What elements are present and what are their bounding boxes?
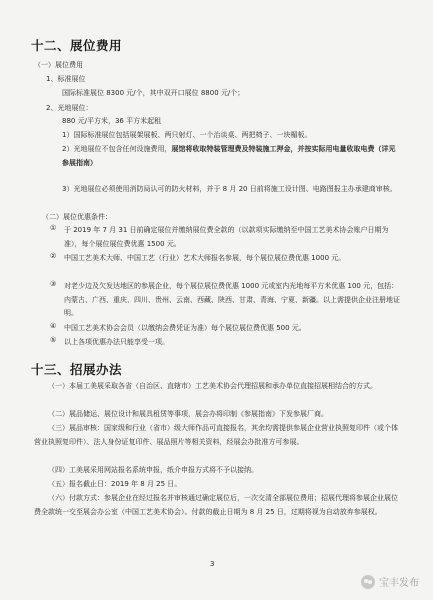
sec12-subheading-1: （一）展位费用 [34,61,83,69]
note-2 [62,143,402,170]
method-5: （五）报名截止日：2019 年 8 月 25 日。 [48,480,182,488]
discount-3: 对老少边及欠发达地区的参展企业，每个展位展位费优惠 1000 元或室内光地每平方米优惠 100 元，包括：内蒙古、广西、重庆、四川、贵州、云南、西藏、陕西、甘肃、青海、宁夏、新疆。以上需提供企业注册地证明。 [64,282,400,317]
note-2-part-b: 展馆将收取特装管理费及特装施工押金，并按实际用电量收取电费（详见参展指南） [62,145,396,167]
discount-2: 中国工艺美术大师、中国工艺（行业）艺术大师报名参展，每个展位展位费优惠 1000 元。 [64,254,346,262]
wechat-icon [361,575,375,589]
method-1: （一）本届工美展采取各省（自治区、直辖市）工艺美术协会代理招展和承办单位直接招展相结合的方式。 [48,382,377,390]
discount-1: 于 2019 年 7 月 31 日前确定展位并缴纳展位费全款的（以款项实际缴纳至中国工艺美术协会账户日期为准），每个展位展位费优惠 1500 元。 [64,226,389,248]
circled-number-1: ① [50,224,57,232]
method-6: （六）付款方式：参展企业在经过报名并审核通过确定展位后，一次交清全部展位费用；招展代理将参展企业展位费全款统一交至展会办公室（中国工艺美术协会）。付款的截止日期为 8 月 25 日，过期将视为自动放弃参展权。 [34,494,398,516]
note-3: 3）光地展位必须使用消防局认可的防火材料，并于 8 月 20 日前将施工设计图、电路图报主办承建商审核。 [62,185,397,193]
circled-number-3: ③ [50,280,57,288]
section-12-title: 十二、展位费用 [31,38,123,53]
discount-4: 中国工艺美术协会会员（以缴纳会费凭证为准）每个展位展位费优惠 500 元。 [64,324,306,332]
sec12-subheading-2: （二）展位优惠条件： [42,213,112,221]
note-2-part-a: 2）光地展位不包含任何设施费用， [62,145,172,153]
item-2-text: 880 元/平方米，36 平方米起租 [62,117,162,125]
discount-5: 以上各项优惠办法只能享受一项。 [64,338,169,346]
item-2-heading: 2、光地展位： [46,104,93,112]
method-4: （四）工美展采用网站报名系统申报，纸介申报方式将不予以接纳。 [48,466,258,474]
method-3: （三）展品审核：国家级和行业（省市）级大师作品可直接报名，其余均需提供参展企业营业执照复印件（或个体营业执照复印件）、法人身份证复印件、展品照片等相关资料，经展会办批准方可参展。 [34,424,398,446]
item-1-heading: 1、标准展位 [46,75,86,83]
page-number: 3 [210,560,215,568]
section-13-title: 十三、招展办法 [31,362,123,377]
item-1-text: 国际标准展位 8300 元/个，其中双开口展位 8800 元/个； [62,89,245,97]
circled-number-2: ② [50,252,57,260]
note-1: 1）国际标准展位包括展架展板、两只射灯、一个治谈桌、两把椅子、一块楣板。 [62,131,312,139]
watermark [361,574,419,589]
watermark-text: 宝丰发布 [379,578,419,589]
method-2: （二）展品储运、展位设计和展具租赁等事项，展会办将印制《参展指南》下发参展厂商。 [48,410,328,418]
circled-number-4: ④ [50,322,57,330]
circled-number-5: ⑤ [50,336,57,344]
